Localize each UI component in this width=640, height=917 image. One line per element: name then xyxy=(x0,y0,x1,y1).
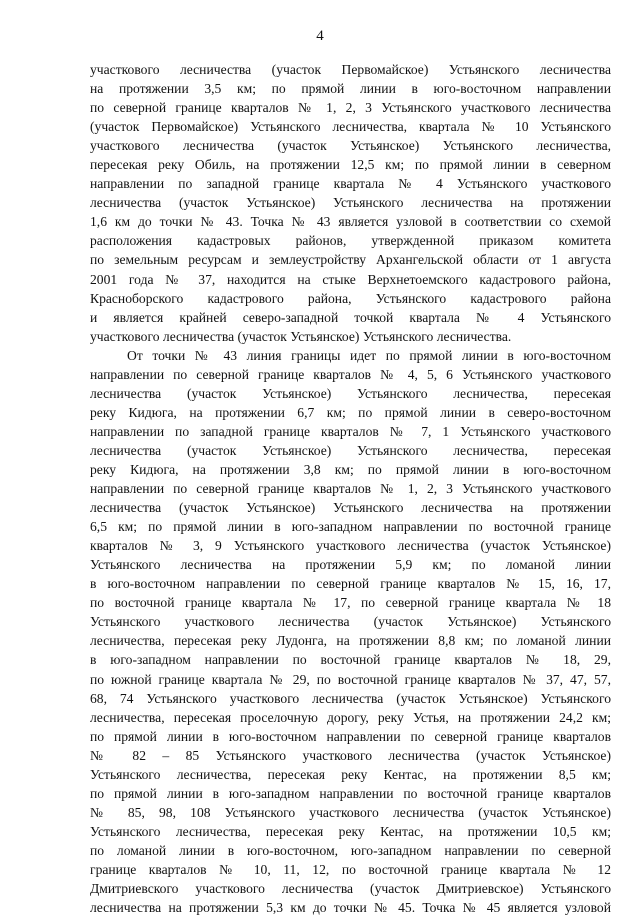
text-line: Устьянского участкового лесничества (участок Устьянское) Устьянского xyxy=(90,614,611,630)
text-line: лесничества, пересекая проселочную дорогу, реку Устья, на протяжении 24,2 км; xyxy=(90,709,611,725)
text-line: лесничества на протяжении 5,3 км до точки № 45. Точка № 45 является узловой xyxy=(90,900,611,916)
text-line: Красноборского кадастрового района, Устьянского кадастрового района xyxy=(90,290,611,306)
text-line: направлении по западной границе кварталов № 7, 1 Устьянского участкового xyxy=(90,423,611,439)
text-line: по южной границе квартала № 29, по восточной границе кварталов № 37, 47, 57, xyxy=(90,671,611,687)
text-line: лесничества (участок Устьянское) Устьянского лесничества, пересекая xyxy=(90,442,611,458)
paragraph-2 xyxy=(90,346,611,917)
text-line: и является крайней северо-западной точкой квартала № 4 Устьянского xyxy=(90,309,611,325)
text-line: лесничества (участок Устьянское) Устьянского лесничества, пересекая xyxy=(90,385,611,401)
text-line: участкового лесничества (участок Устьянское) Устьянского лесничества. xyxy=(90,328,512,344)
text-line: От точки № 43 линия границы идет по прямой линии в юго-восточном xyxy=(127,347,611,363)
text-line: по северной границе кварталов № 1, 2, 3 Устьянского участкового лесничества xyxy=(90,100,611,116)
text-line: Устьянского лесничества, пересекая реку Кентас, на протяжении 8,5 км; xyxy=(90,766,611,782)
text-line: 2001 года № 37, находится на стыке Верхнетоемского кадастрового района, xyxy=(90,271,611,287)
text-line: расположения кадастровых районов, утвержденной приказом комитета xyxy=(90,233,611,249)
text-line: Устьянского лесничества, пересекая реку Кентас, на протяжении 10,5 км; xyxy=(90,823,611,839)
text-line: участкового лесничества (участок Устьянское) Устьянского лесничества, xyxy=(90,138,611,154)
text-line: пересекая реку Обиль, на протяжении 12,5 км; по прямой линии в северном xyxy=(90,157,611,173)
text-line: 1,6 км до точки № 43. Точка № 43 является узловой в соответствии со схемой xyxy=(90,214,611,230)
text-line: по земельным ресурсам и землеустройству Архангельской области от 1 августа xyxy=(90,252,611,268)
text-line: по прямой линии в юго-западном направлении по восточной границе кварталов xyxy=(90,785,611,801)
text-line: лесничества, пересекая реку Лудонга, на протяжении 8,8 км; по ломаной линии xyxy=(90,633,611,649)
text-line: направлении по северной границе кварталов № 4, 5, 6 Устьянского участкового xyxy=(90,366,611,382)
document-body xyxy=(90,60,611,917)
text-line: в юго-восточном направлении по северной границе кварталов № 15, 16, 17, xyxy=(90,576,611,592)
text-line: на протяжении 3,5 км; по прямой линии в юго-восточном направлении xyxy=(90,81,611,97)
text-line: 6,5 км; по прямой линии в юго-западном направлении по восточной границе xyxy=(90,519,611,535)
text-line: границе кварталов № 10, 11, 12, по восточной границе квартала № 12 xyxy=(90,861,611,877)
text-line: по прямой линии в юго-восточном направлении по северной границе кварталов xyxy=(90,728,611,744)
text-line: реку Кидюга, на протяжении 6,7 км; по прямой линии в северо-восточном xyxy=(90,404,611,420)
text-line: реку Кидюга, на протяжении 3,8 км; по прямой линии в юго-восточном xyxy=(90,461,611,477)
page-number: 4 xyxy=(316,28,324,44)
text-line: лесничества (участок Устьянское) Устьянского лесничества на протяжении xyxy=(90,500,611,516)
text-line: Устьянского лесничества на протяжении 5,9 км; по ломаной линии xyxy=(90,557,611,573)
text-line: направлении по западной границе квартала № 4 Устьянского участкового xyxy=(90,176,611,192)
text-line: участкового лесничества (участок Первомайское) Устьянского лесничества xyxy=(90,62,611,77)
text-line: в юго-западном направлении по восточной границе кварталов № 18, 29, xyxy=(90,652,611,668)
text-line: по ломаной линии в юго-восточном, юго-западном направлении по северной xyxy=(90,842,611,858)
text-line: кварталов № 3, 9 Устьянского участкового лесничества (участок Устьянское) xyxy=(90,538,611,554)
text-line: № 85, 98, 108 Устьянского участкового лесничества (участок Устьянское) xyxy=(90,804,611,820)
text-line: по восточной границе квартала № 17, по северной границе квартала № 18 xyxy=(90,595,611,611)
text-line: № 82 – 85 Устьянского участкового лесничества (участок Устьянское) xyxy=(90,747,611,763)
text-line: Дмитриевского участкового лесничества (участок Дмитриевское) Устьянского xyxy=(90,881,611,897)
paragraph-1 xyxy=(90,60,611,346)
text-line: лесничества (участок Устьянское) Устьянского лесничества на протяжении xyxy=(90,195,611,211)
text-line: 68, 74 Устьянского участкового лесничества (участок Устьянское) Устьянского xyxy=(90,690,611,706)
text-line: направлении по северной границе кварталов № 1, 2, 3 Устьянского участкового xyxy=(90,481,611,497)
text-line: (участок Первомайское) Устьянского лесничества, квартала № 10 Устьянского xyxy=(90,119,611,135)
